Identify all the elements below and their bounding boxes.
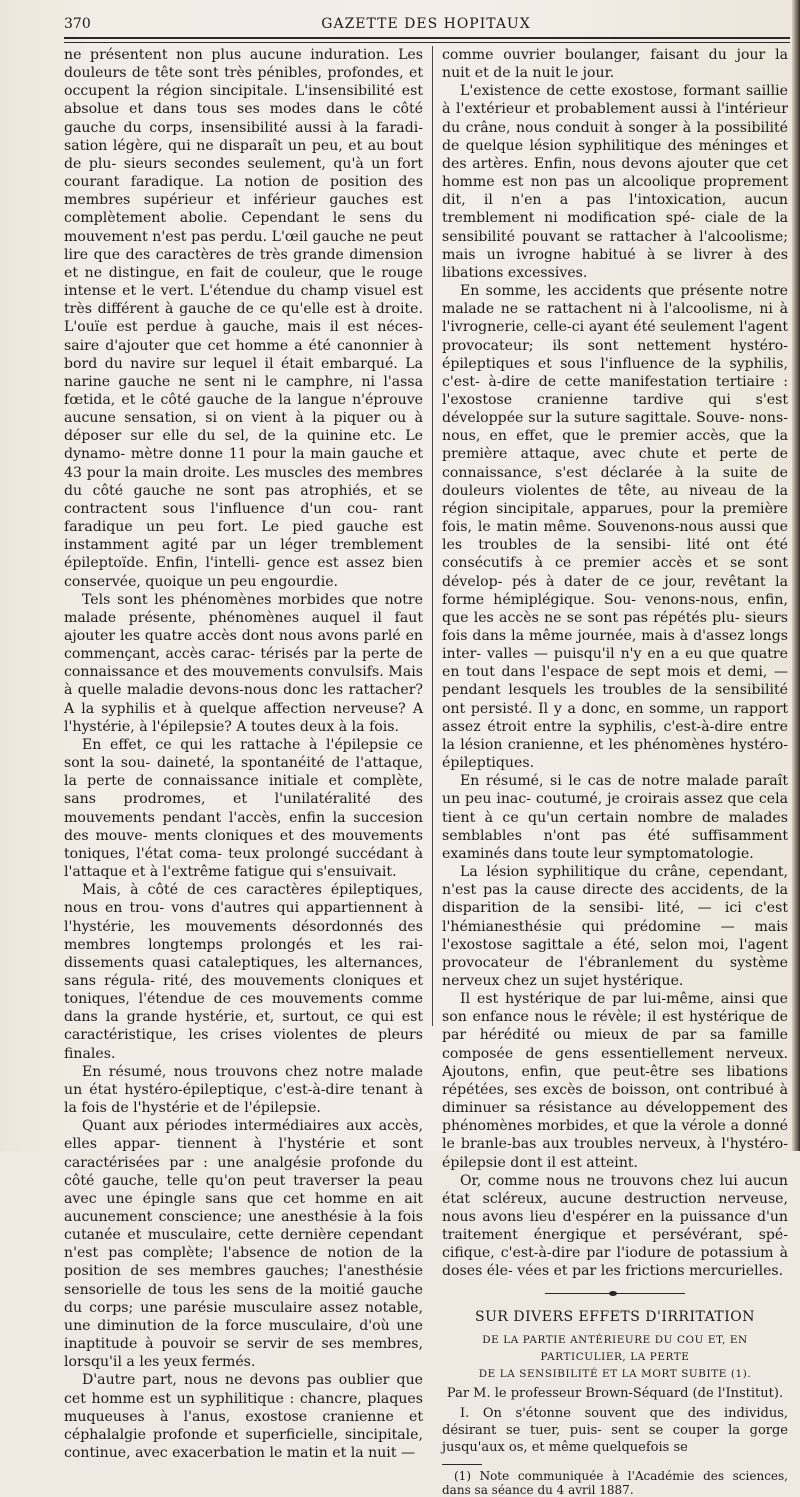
footnote: (1) Note communiquée à l'Académie des sciences, dans sa séance du 4 avril 1887. — [442, 1468, 788, 1497]
right-column — [442, 46, 788, 1497]
paragraph: La lésion syphilitique du crâne, cependant, n'est pas la cause directe des accidents, de la disparition de la sensibi- lité, — ici c'est l'hémianesthésie qui prédomine — mais l'exostose sagittale a été, selon moi, l'agent provocateur de l'ébranlement du système nerveux chez un sujet hystérique. — [442, 864, 788, 989]
column-divider — [432, 46, 433, 1026]
footnote-rule — [442, 1464, 482, 1465]
paragraph: En résumé, si le cas de notre malade paraît un peu inac- coutumé, je croirais assez que cela tient à ce qu'un certain nombre de malades semblables n'ont pas été suffisamment examinés dans toute leur symptomatologie. — [442, 773, 788, 862]
header-rule-thin — [64, 42, 790, 43]
journal-title: GAZETTE DES HOPITAUX — [321, 16, 531, 32]
paragraph: En effet, ce qui les rattache à l'épilepsie ce sont la sou- daineté, la spontanéité de l'attaque, la perte de connaissance initiale et complète, sans prodromes, et l'unilatéralité des mouvements pendant l'accès, enfin la succesion des mouve- ments cloniques et des mouvements toniques, l'état coma- teux prolongé succédant à l'attaque et à l'extrême fatigue qui s'ensuivait. — [64, 736, 423, 881]
article-subtitle-line-1: DE LA PARTIE ANTÉRIEURE DU COU ET, EN PARTICULIER, LA PERTE — [482, 1333, 748, 1363]
article-title: SUR DIVERS EFFETS D'IRRITATION — [474, 1308, 756, 1325]
paragraph: Mais, à côté de ces caractères épileptiques, nous en trou- vons d'autres qui appartiennent à l'hystérie, les mouvements désordonnés des membres longtemps prolongés et les rai- dissements quasi cataleptiques, les alternances, sans régula- rité, des mouvements cloniques et toniques, l'étendue de ces mouvements comme dans la grande hystérie, et, surtout, ce qui est caractéristique, les crises violentes de pleurs finales. — [64, 882, 423, 1062]
article-author: Par M. le professeur Brown-Séquard (de l'Institut). — [446, 1385, 784, 1401]
paragraph: Tels sont les phénomènes morbides que notre malade présente, phénomènes auquel il faut ajouter les quatre accès dont nous avons parlé en commençant, accès carac- térisés par la perte de connaissance et des mouvements convulsifs. Mais à quelle maladie devons-nous donc les rattacher? A la syphilis et à quelque affection nerveuse? A l'hystérie, à l'épilepsie? A toutes deux à la fois. — [64, 591, 423, 735]
article-subtitle-line-2: DE LA SENSIBILITÉ ET LA MORT SUBITE (1). — [478, 1367, 752, 1380]
paragraph: Quant aux périodes intermédiaires aux accès, elles appar- tiennent à l'hystérie et sont caractérisées par : une analgésie profonde du côté gauche, telle qu'on peut traverser la peau avec une épingle sans que cet homme en ait aucunement conscience; une anesthésie à la fois cutanée et musculaire, cette dernière cependant n'est pas complète; l'absence de notion de la position de ses membres gauches; l'anesthésie sensorielle de tous les sens de la moitié gauche du corps; une parésie musculaire assez notable, une diminution de la force musculaire, d'où une inaptitude à pouvoir se servir de ses membres, lorsqu'il a les yeux fermés. — [64, 1118, 423, 1371]
page-edge — [792, 0, 800, 1151]
article-body: I. On s'étonne souvent que des individus, désirant se tuer, puis- sent se couper la gorge jusqu'aux os, et même quelquefois se — [442, 1405, 788, 1455]
paragraph: L'existence de cette exostose, formant saillie à l'extérieur et probablement aussi à l'intérieur du crâne, nous conduit à songer à la possibilité de quelque lésion syphilitique des méninges et des artères. Enfin, nous devons ajouter que cet homme est non pas un alcoolique proprement dit, il n'en a pas l'intoxication, aucun tremblement ni modification spé- ciale de la sensibilité pouvant se rattacher à l'alcoolisme; mais un ivrogne habitué à se livrer à des libations excessives. — [442, 83, 788, 281]
header-rule — [64, 37, 790, 39]
page-header — [64, 14, 788, 36]
paragraph: D'autre part, nous ne devons pas oublier que cet homme est un syphilitique : chancre, plaques muqueuses à l'anus, exostose cranienne et céphalalgie profonde et superficielle, sincipitale, continue, avec exacerbation le matin et la nuit — — [64, 1372, 423, 1462]
paragraph: comme ouvrier boulanger, faisant du jour la nuit et de la nuit le jour. — [442, 47, 788, 82]
paragraph: En résumé, nous trouvons chez notre malade un état hystéro-épileptique, c'est-à-dire tenant à la fois de l'hystérie et de l'épilepsie. — [64, 1063, 423, 1117]
section-separator — [545, 1293, 685, 1294]
left-column — [64, 46, 423, 1462]
page-number: 370 — [64, 16, 91, 32]
paragraph: Or, comme nous ne trouvons chez lui aucun état scléreux, aucune destruction nerveuse, nous avons lieu d'espérer en la puissance d'un traitement énergique et persévérant, spé- cifique, c'est-à-dire par l'iodure de potassium à doses éle- vées et par les frictions mercurielles. — [442, 1172, 788, 1280]
paragraph: ne présentent non plus aucune induration. Les douleurs de tête sont très pénibles, profondes, et occupent la région sincipitale. L'insensibilité est absolue et dans tous ses modes dans le côté gauche du corps, insensibilité aussi à la faradi- sation légère, qui ne disparaît un peu, et au bout de plu- sieurs secondes seulement, qu'à un fort courant faradique. La notion de position des membres supérieur et inférieur gauches est complètement abolie. Cependant le sens du mouvement n'est pas perdu. L'œil gauche ne peut lire que des caractères de très grande dimension et ne distingue, en fait de couleur, que le rouge intense et le vert. L'étendue du champ visuel est très différent à gauche de ce qu'elle est à droite. L'ouïe est perdue à gauche, mais il est néces- saire d'ajouter que cet homme a été canonnier à bord du navire sur lequel il était embarqué. La narine gauche ne sent ni le camphre, ni l'assa fœtida, et le côté gauche de la langue n'éprouve aucune sensation, si on vient à la piquer ou à déposer sur elle du sel, de la quinine etc. Le dynamo- mètre donne 11 pour la main gauche et 43 pour la main droite. Les muscles des membres du côté gauche ne sont pas atrophiés, et se contractent sous l'influence d'un cou- rant faradique un peu fort. Le pied gauche est instamment agité par un léger tremblement épileptoïde. Enfin, l'intelli- gence est assez bien conservée, quoique un peu engourdie. — [64, 47, 423, 590]
paragraph: En somme, les accidents que présente notre malade ne se rattachent ni à l'alcoolisme, ni à l'ivrognerie, celle-ci ayant été seulement l'agent provocateur; ils sont nettement hystéro-épileptiques et sous l'influence de la syphilis, c'est- à-dire de cette manifestation tertiaire : l'exostose cranienne tardive qui s'est développée sur la suture sagittale. Souve- nons-nous, en effet, que le premier accès, que la première attaque, avec chute et perte de connaissance, s'est déclarée à la suite de douleurs violentes de tête, au niveau de la région sincipitale, apparues, pour la première fois, le matin même. Souvenons-nous aussi que les troubles de la sensibi- lité ont été consécutifs à ce premier accès et se sont dévelop- pés à dater de ce jour, revêtant la forme hémiplégique. Sou- venons-nous, enfin, que les accès ne se sont pas répétés plu- sieurs fois dans la même journée, mais à d'assez longs inter- valles — puisqu'il n'y en a eu que quatre en tout dans l'espace de sept mois et demi, — pendant lesquels les troubles de la sensibilité ont persisté. Il y a donc, en somme, un rapport assez étroit entre la syphilis, c'est-à-dire entre la lésion cranienne, et les phénomènes hystéro-épileptiques. — [442, 283, 788, 772]
paragraph: Il est hystérique de par lui-même, ainsi que son enfance nous le révèle; il est hystérique de par hérédité ou mieux de par sa famille composée de gens essentiellement nerveux. Ajoutons, enfin, que peut-être ses libations répétées, ses excès de boisson, ont contribué à diminuer sa résistance au développement des phénomènes morbides, et que la vérole a donné le branle-bas aux troubles nerveux, à l'hystéro- épilepsie dont il est atteint. — [442, 991, 788, 1171]
